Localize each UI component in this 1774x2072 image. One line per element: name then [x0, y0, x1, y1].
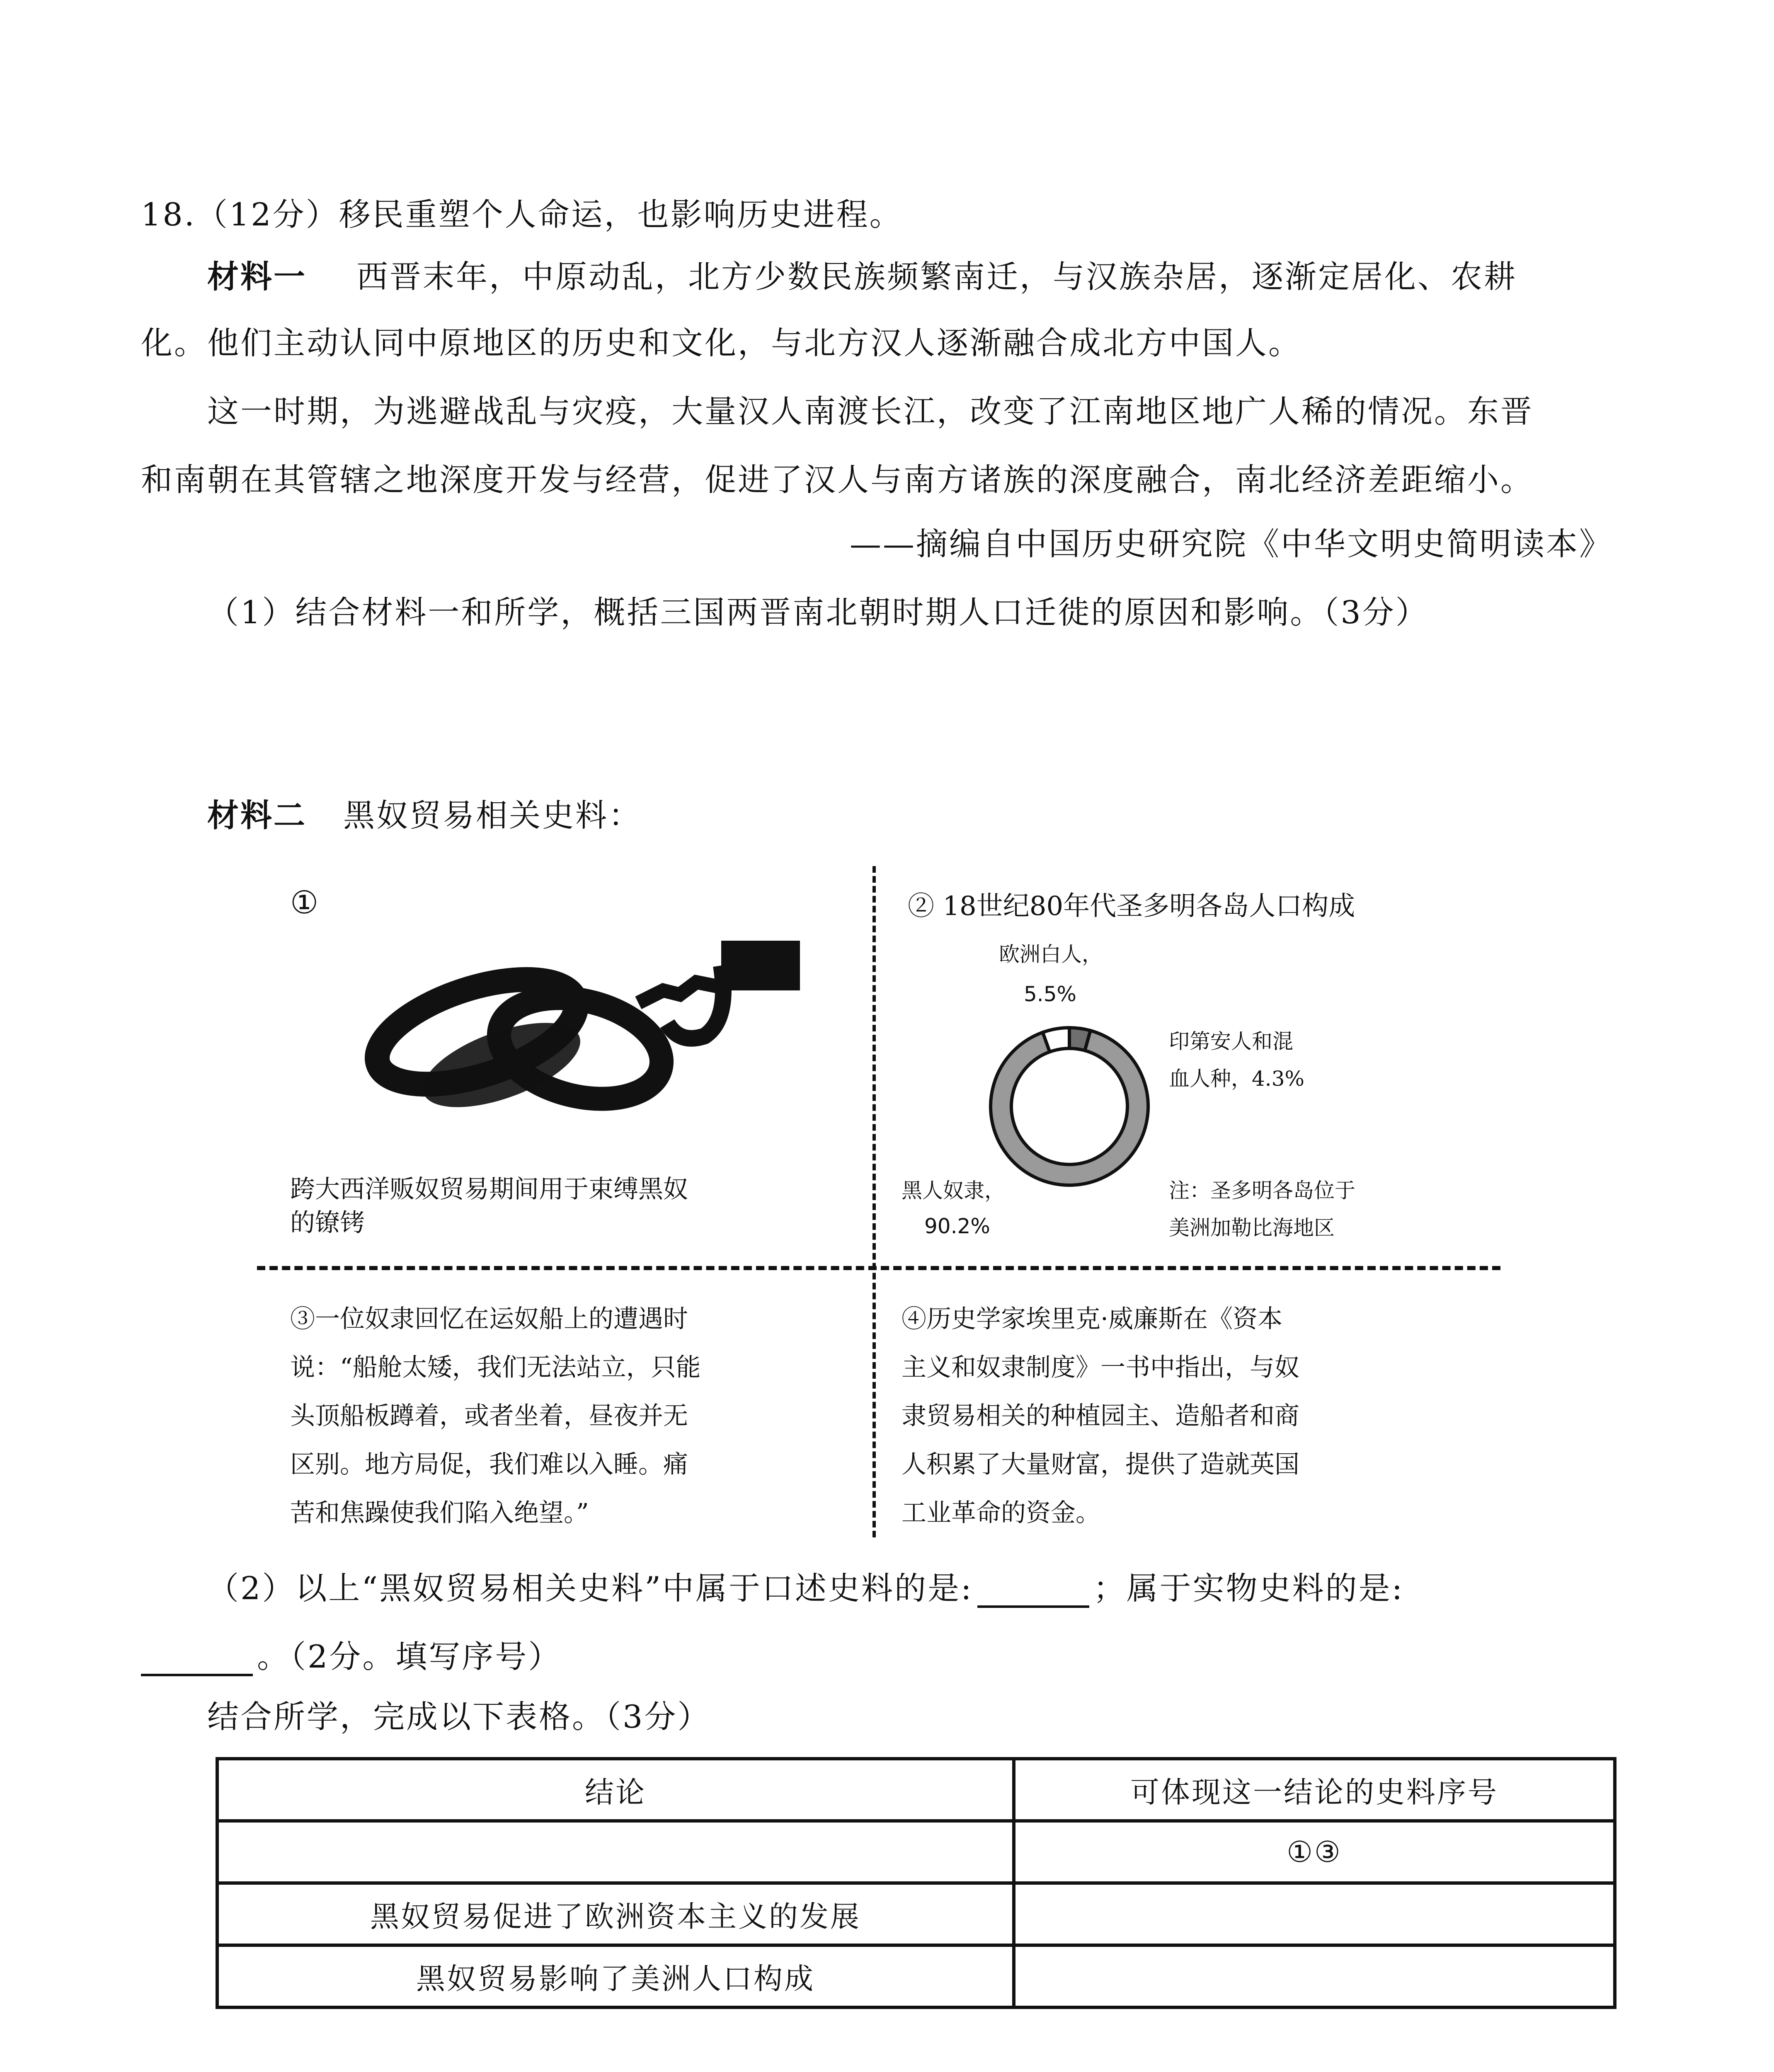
pct-black: 90.2% [924, 1214, 990, 1238]
question-heading: 18.（12分）移民重塑个人命运，也影响历史进程。 [141, 196, 903, 233]
table-row [217, 1883, 1615, 1945]
divider-horizontal [257, 1266, 1500, 1270]
item3-line-2: 说：“船舱太矮，我们无法站立，只能 [290, 1353, 701, 1382]
item3-line-1: ③一位奴隶回忆在运奴船上的遭遇时 [290, 1305, 688, 1334]
table-intro: 结合所学，完成以下表格。（3分） [207, 1698, 711, 1735]
label-indian-2: 血人种，4.3% [1169, 1067, 1305, 1091]
question-1: （1）结合材料一和所学，概括三国两晋南北朝时期人口迁徙的原因和影响。（3分） [207, 594, 1429, 631]
q2-part3: 。（2分。填写序号） [257, 1638, 562, 1675]
pct-white: 5.5% [1024, 982, 1077, 1006]
item1-caption-line-2: 的镣铐 [290, 1208, 365, 1237]
cell-conclusion: 黑奴贸易促进了欧洲资本主义的发展 [217, 1883, 1014, 1945]
q2-part2: ；属于实物史料的是: [1093, 1570, 1404, 1607]
label-black: 黑人奴隶， [902, 1179, 1005, 1203]
question-2-line-1 [207, 1569, 1404, 1608]
answer-cell-conclusion[interactable] [217, 1821, 1014, 1883]
material1-source: ——摘编自中国历史研究院《中华文明史简明读本》 [850, 525, 1612, 562]
material2-label: 材料二 [207, 797, 307, 834]
material2-heading [207, 796, 642, 835]
answer-table [216, 1757, 1616, 2009]
item3-line-3: 头顶船板蹲着，或者坐着，昼夜并无 [290, 1402, 688, 1431]
slice-black-slaves [991, 1031, 1148, 1185]
material1-line-4: 和南朝在其管辖之地深度开发与经营，促进了汉人与南方诸族的深度融合，南北经济差距缩小。 [141, 461, 1534, 498]
q2-part1: （2）以上“黑奴贸易相关史料”中属于口述史料的是: [207, 1570, 973, 1607]
label-white: 欧洲白人， [999, 942, 1103, 966]
chart-note-1: 注：圣多明各岛位于 [1169, 1179, 1355, 1203]
label-indian-1: 印第安人和混 [1169, 1029, 1293, 1053]
population-donut-chart [982, 1019, 1156, 1193]
answer-blank-physical[interactable] [141, 1645, 253, 1676]
item3-line-5: 苦和焦躁使我们陷入绝望。” [290, 1498, 589, 1527]
material1-line-3: 这一时期，为逃避战乱与灾疫，大量汉人南渡长江，改变了江南地区地广人稀的情况。东晋 [207, 393, 1534, 430]
answer-blank-oral[interactable] [977, 1576, 1089, 1608]
cell-source-numbers: ①③ [1014, 1821, 1615, 1883]
material1-label-text: 材料一 [207, 258, 307, 295]
table-row [217, 1821, 1615, 1883]
item4-line-2: 主义和奴隶制度》一书中指出，与奴 [902, 1353, 1299, 1382]
material1-line-1: 西晋末年，中原动乱，北方少数民族频繁南迁，与汉族杂居，逐渐定居化、农耕 [356, 258, 1517, 295]
item4-line-1: ④历史学家埃里克·威廉斯在《资本 [902, 1305, 1283, 1334]
header-source-number: 可体现这一结论的史料序号 [1014, 1759, 1615, 1821]
item2-title: ② 18世纪80年代圣多明各岛人口构成 [908, 891, 1355, 922]
item3-text [290, 1295, 701, 1537]
material1-label [207, 257, 307, 296]
item3-line-4: 区别。地方局促，我们难以入睡。痛 [290, 1450, 688, 1479]
item4-line-3: 隶贸易相关的种植园主、造船者和商 [902, 1402, 1299, 1431]
item1-caption [290, 1173, 688, 1240]
chart-note-2: 美洲加勒比海地区 [1169, 1216, 1335, 1240]
cell-conclusion: 黑奴贸易影响了美洲人口构成 [217, 1945, 1014, 2007]
answer-cell-source[interactable] [1014, 1883, 1615, 1945]
shackles-image [365, 941, 804, 1140]
item1-number: ① [290, 884, 320, 921]
divider-vertical [872, 866, 876, 1537]
material1-line-2: 化。他们主动认同中原地区的历史和文化，与北方汉人逐渐融合成北方中国人。 [141, 324, 1301, 361]
item4-text [902, 1295, 1299, 1537]
item4-line-4: 人积累了大量财富，提供了造就英国 [902, 1450, 1299, 1479]
material2-title: 黑奴贸易相关史料： [343, 797, 642, 834]
item1-caption-line-1: 跨大西洋贩奴贸易期间用于束缚黑奴 [290, 1175, 688, 1204]
table-header-row [217, 1759, 1615, 1821]
header-conclusion: 结论 [217, 1759, 1014, 1821]
question-2-line-2 [141, 1637, 561, 1676]
item4-line-5: 工业革命的资金。 [902, 1498, 1100, 1527]
table-row [217, 1945, 1615, 2007]
answer-cell-source[interactable] [1014, 1945, 1615, 2007]
